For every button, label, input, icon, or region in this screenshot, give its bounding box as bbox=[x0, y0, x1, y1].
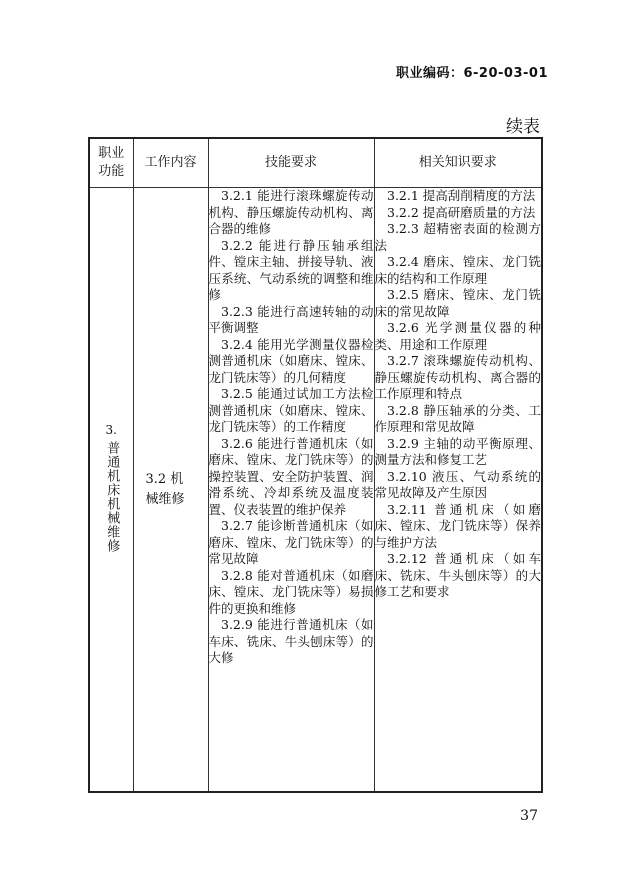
page-number: 37 bbox=[520, 808, 538, 824]
function-cell bbox=[89, 188, 133, 793]
knowledge-item: 3.2.5 磨床、镗床、龙门铣床的常见故障 bbox=[374, 287, 541, 319]
job-code: 职业编码：6-20-03-01 bbox=[395, 66, 548, 81]
function-name: 普通机床机械维修 bbox=[104, 440, 120, 553]
continued-label: 续表 bbox=[506, 117, 540, 137]
knowledge-item: 3.2.8 静压轴承的分类、工作原理和常见故障 bbox=[374, 402, 541, 434]
knowledge-item: 3.2.2 提高研磨质量的方法 bbox=[387, 204, 536, 220]
header-knowledge: 相关知识要求 bbox=[374, 138, 542, 188]
skill-item: 3.2.1 能进行滚珠螺旋传动机构、静压螺旋传动机构、离合器的维修 bbox=[208, 188, 374, 236]
knowledge-cell bbox=[374, 188, 542, 793]
work-content-text: 3.2 机械维修 bbox=[145, 471, 185, 507]
knowledge-item: 3.2.12 普通机床（如车床、铣床、牛头刨床等）的大修工艺和要求 bbox=[374, 551, 541, 599]
knowledge-item: 3.2.4 磨床、镗床、龙门铣床的结构和工作原理 bbox=[374, 254, 541, 286]
function-number: 3. bbox=[105, 422, 117, 437]
table-row bbox=[89, 188, 542, 793]
skills-cell bbox=[208, 188, 374, 793]
header-function: 职业功能 bbox=[89, 138, 133, 188]
header-work-content: 工作内容 bbox=[133, 138, 208, 188]
standards-table bbox=[88, 137, 543, 793]
work-content-cell bbox=[133, 188, 208, 793]
skill-item: 3.2.7 能诊断普通机床（如磨床、镗床、龙门铣床等）的常见故障 bbox=[208, 518, 374, 566]
knowledge-item: 3.2.11 普通机床（如磨床、镗床、龙门铣床等）保养与维护方法 bbox=[374, 501, 541, 550]
knowledge-item: 3.2.6 光学测量仪器的种类、用途和工作原理 bbox=[374, 320, 541, 352]
table-header-row bbox=[89, 138, 542, 188]
header-skills: 技能要求 bbox=[208, 138, 374, 188]
knowledge-item: 3.2.9 主轴的动平衡原理、测量方法和修复工艺 bbox=[374, 435, 541, 467]
skill-item: 3.2.9 能进行普通机床（如车床、铣床、牛头刨床等）的大修 bbox=[208, 617, 374, 665]
skill-item: 3.2.2 能进行静压轴承组件、镗床主轴、拼接导轨、液压系统、气动系统的调整和维修 bbox=[208, 237, 374, 302]
skill-item: 3.2.3 能进行高速转轴的动平衡调整 bbox=[208, 303, 374, 335]
skill-item: 3.2.6 能进行普通机床（如磨床、镗床、龙门铣床等）的操控装置、安全防护装置、润滑系统、冷却系统及温度装置、仪表装置的维护保养 bbox=[208, 435, 374, 517]
skill-item: 3.2.8 能对普通机床（如磨床、镗床、龙门铣床等）易损件的更换和维修 bbox=[208, 567, 374, 616]
skill-item: 3.2.4 能用光学测量仪器检测普通机床（如磨床、镗床、龙门铣床等）的几何精度 bbox=[208, 336, 374, 385]
skill-item: 3.2.5 能通过试加工方法检测普通机床（如磨床、镗床、龙门铣床等）的工作精度 bbox=[208, 386, 374, 434]
knowledge-item: 3.2.10 液压、气动系统的常见故障及产生原因 bbox=[374, 468, 541, 500]
knowledge-item: 3.2.7 滚珠螺旋传动机构、静压螺旋传动机构、离合器的工作原理和特点 bbox=[374, 353, 541, 401]
knowledge-item: 3.2.3 超精密表面的检测方法 bbox=[374, 221, 541, 253]
knowledge-item: 3.2.1 提高刮削精度的方法 bbox=[387, 188, 536, 203]
